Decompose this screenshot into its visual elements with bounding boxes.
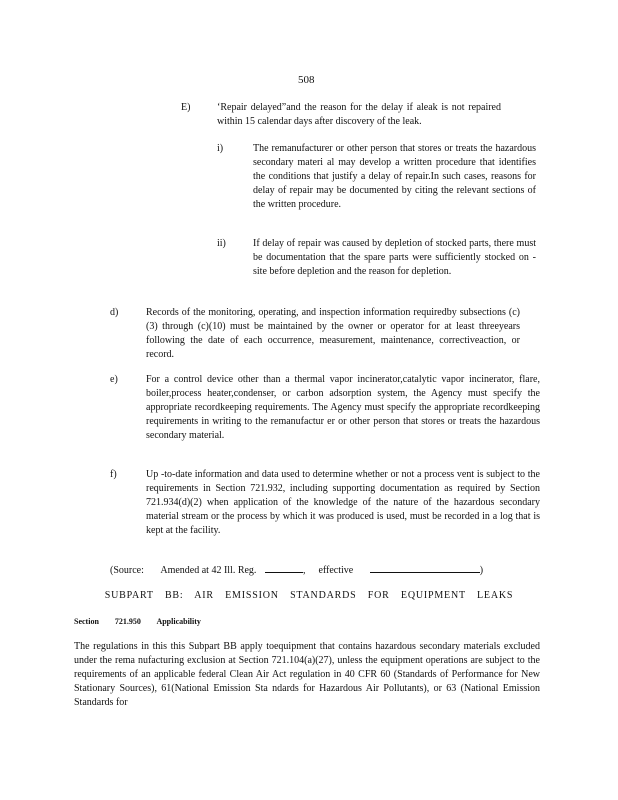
source-open: (Source: (110, 565, 144, 576)
item-text-E-i: The remanufacturer or other person that stores or treats the hazardous secondary materi al may develop a written procedure that identifies the conditions that justify a delay of repair.In such cases, reasons for delay of repair may be documented by citing the relevant sections of the written procedure. (253, 143, 536, 210)
section-title: Applicability (156, 617, 201, 626)
item-label-E: E) (181, 102, 191, 113)
item-label-f: f) (110, 469, 117, 480)
item-text-e: For a control device other than a thermal vapor incinerator,catalytic vapor incinerator, flare, boiler,process heater,condenser, or carbon adsorption system, the Agency must specify the appropriate recordkeeping requirements. The Agency must specify the appropriate recordkeeping requirements in writing to the remanufactur er or other person that stores or treats the hazardous secondary material. (146, 374, 540, 441)
item-text-d: Records of the monitoring, operating, and inspection information requiredby subsections (c)(3) through (c)(10) must be maintained by the owner or operator for at least threeyears following the date of each occurrence, measurement, maintenance, correctiveaction, or record. (146, 307, 520, 360)
subpart-heading: SUBPART BB: AIR EMISSION STANDARDS FOR EQUIPMENT LEAKS (104, 590, 514, 601)
item-label-E-ii: ii) (217, 238, 226, 249)
source-effective: effective (318, 565, 354, 576)
source-amended: Amended at 42 Ill. Reg. (160, 565, 257, 576)
item-label-d: d) (110, 307, 119, 318)
source-note: (Source: Amended at 42 Ill. Reg. , effective ) (110, 565, 484, 576)
source-effective-blank (370, 563, 480, 573)
section-label: Section (74, 617, 99, 626)
item-text-f: Up -to-date information and data used to determine whether or not a process vent is subject to the requirements in Section 721.932, including supporting documentation as required by Section 721.934(d)(2) when application of the knowledge of the nature of the hazardous secondary material stream or the process by which it was produced is used, must be recorded in a log that is kept at the facility. (146, 469, 540, 536)
source-close: ) (479, 565, 484, 576)
item-label-E-i: i) (217, 143, 224, 154)
section-number: 721.950 (114, 617, 141, 626)
item-text-E-ii: If delay of repair was caused by depletion of stocked parts, there must be documentation that the spare parts were sufficiently stocked on -site before depletion and the reason for depletion. (253, 238, 536, 277)
item-label-e: e) (110, 374, 118, 385)
source-reg-blank (265, 563, 303, 573)
section-heading (74, 617, 215, 626)
item-text-E: ‘Repair delayed”and the reason for the delay if aleak is not repaired within 15 calendar days after discovery of the leak. (217, 102, 501, 127)
page-number: 508 (298, 74, 315, 86)
section-body: The regulations in this this Subpart BB apply toequipment that contains hazardous secondary materials excluded under the rema nufacturing exclusion at Section 721.104(a)(27), unless the equipment operations are subject to the requirements of an applicable federal Clean Air Act regulation in 40 CFR 60 (Standards of Performance for New Stationary Sources), 61(National Emission Sta ndards for Hazardous Air Pollutants), or 63 (National Emission Standards for (74, 641, 540, 708)
